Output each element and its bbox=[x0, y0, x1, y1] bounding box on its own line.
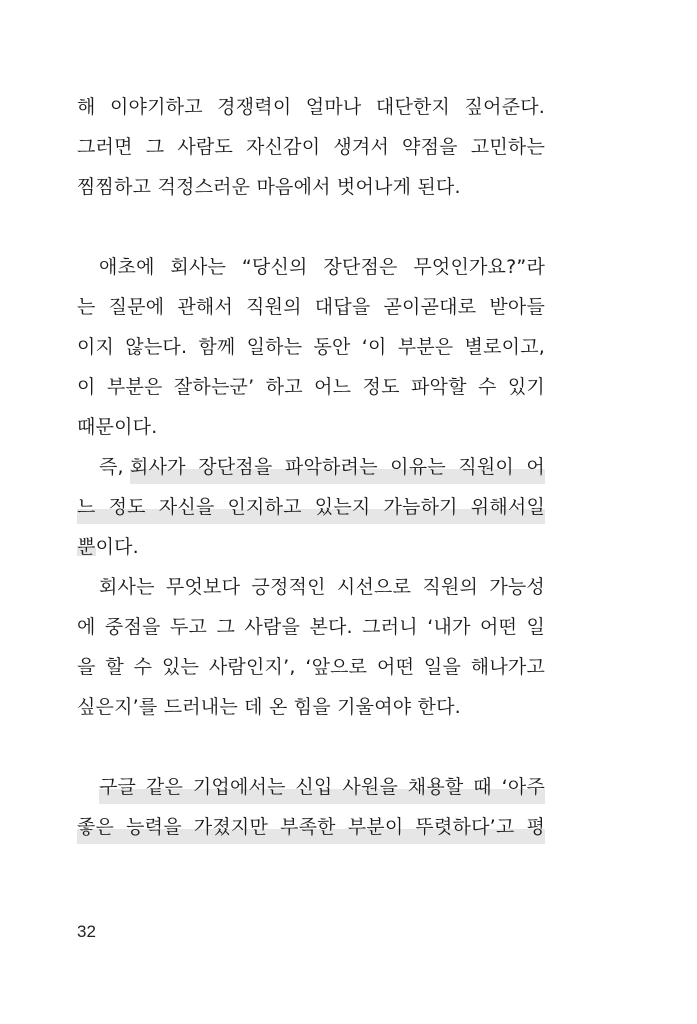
text-line: 때문이다. bbox=[77, 416, 158, 438]
text-line: 는 질문에 관해서 직원의 대답을 곧이곧대로 받아들 bbox=[77, 296, 545, 318]
highlighted-text: 좋은 능력을 가졌지만 부족한 부분이 뚜렷하다’고 평 bbox=[77, 807, 545, 847]
text-line: 이 부분은 잘하는군’ 하고 어느 정도 파악할 수 있기 bbox=[77, 376, 545, 398]
text-line bbox=[77, 767, 545, 807]
text-suffix: 이다. bbox=[95, 536, 139, 558]
text-line: 애초에 회사는 “당신의 장단점은 무엇인가요?”라 bbox=[99, 256, 545, 278]
text-line: 회사는 무엇보다 긍정적인 시선으로 직원의 가능성 bbox=[99, 576, 545, 598]
text-line: 찜찜하고 걱정스러운 마음에서 벗어나게 된다. bbox=[77, 176, 461, 198]
highlighted-text: 구글 같은 기업에서는 신입 사원을 채용할 때 ‘아주 bbox=[99, 767, 545, 807]
highlighted-text: 뿐 bbox=[77, 536, 96, 558]
text-line: 이지 않는다. 함께 일하는 동안 ‘이 부분은 별로이고, bbox=[77, 336, 545, 358]
text-line: 을 할 수 있는 사람인지’, ‘앞으로 어떤 일을 해나가고 bbox=[77, 656, 545, 678]
text-line bbox=[77, 487, 545, 527]
text-line bbox=[77, 447, 545, 487]
highlighted-text: 회사가 장단점을 파악하려는 이유는 직원이 어 bbox=[130, 447, 545, 487]
text-line bbox=[77, 807, 545, 847]
text-line: 에 중점을 두고 그 사람을 본다. 그러니 ‘내가 어떤 일 bbox=[77, 616, 545, 638]
text-line: 그러면 그 사람도 자신감이 생겨서 약점을 고민하는 bbox=[77, 136, 545, 158]
text-line bbox=[77, 527, 545, 567]
text-line: 해 이야기하고 경쟁력이 얼마나 대단한지 짚어준다. bbox=[77, 96, 545, 118]
page-number: 32 bbox=[77, 922, 96, 941]
text-prefix: 즉, bbox=[99, 456, 131, 478]
text-line: 싶은지’를 드러내는 데 온 힘을 기울여야 한다. bbox=[77, 696, 461, 718]
highlighted-text: 느 정도 자신을 인지하고 있는지 가늠하기 위해서일 bbox=[77, 487, 545, 527]
